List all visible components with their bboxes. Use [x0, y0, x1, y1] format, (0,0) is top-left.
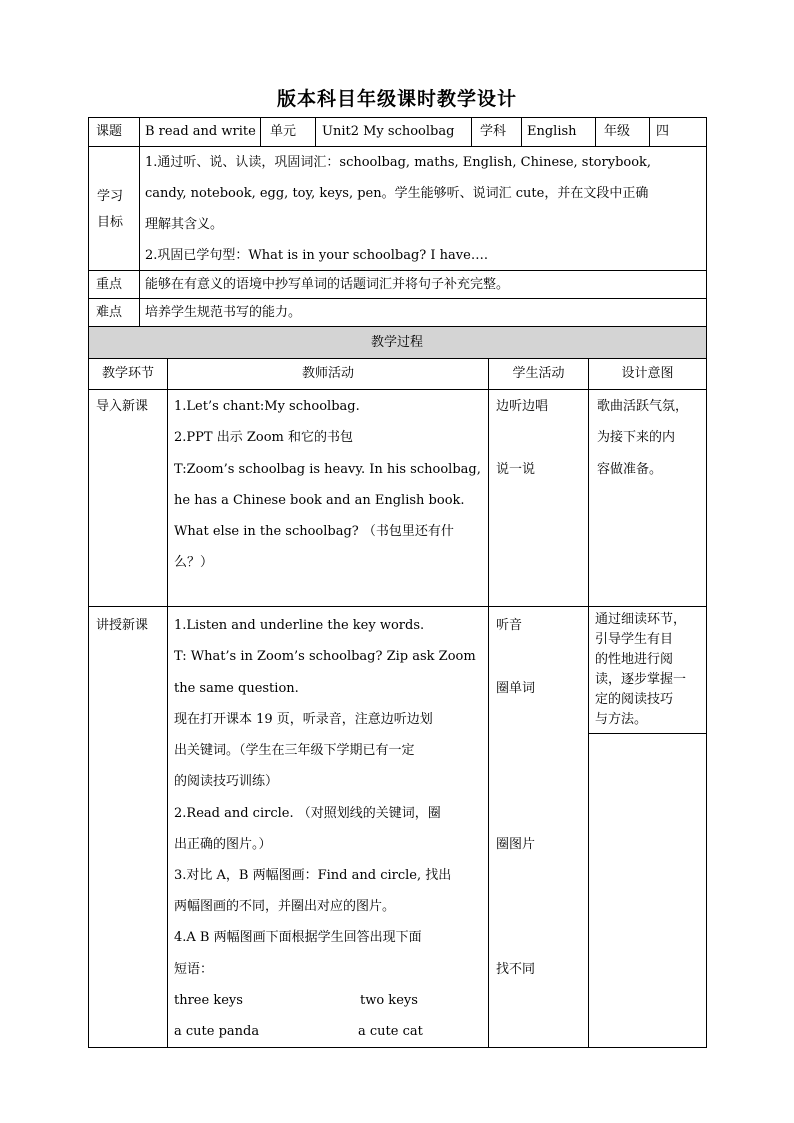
section-1-intent-cell: [588, 389, 707, 607]
section-2-teacher-line: 现在打开课本 19 页，听录音，注意边听边划: [174, 712, 433, 727]
objectives-label-cell: [88, 146, 140, 271]
section-2-intent-line: 读，逐步掌握一: [595, 672, 687, 687]
section-1-teacher-line: What else in the schoolbag? （书包里还有什: [174, 524, 454, 539]
section-1-student-1: 边听边唱: [496, 399, 549, 414]
phrase-three-keys: three keys: [174, 993, 243, 1008]
section-2-stage-cell: [88, 606, 168, 1048]
subject-label: 学科: [480, 124, 507, 139]
col-stage-header: 教学环节: [101, 366, 154, 381]
section-2-teacher-line: 3.对比 A，B 两幅图画：Find and circle, 找出: [174, 868, 452, 883]
section-2-teacher-line: 两幅图画的不同，并圈出对应的图片。: [174, 899, 396, 914]
col-teacher-header: 教师活动: [301, 366, 354, 381]
difficulty-label: 难点: [96, 305, 123, 320]
section-2-teacher-line: the same question.: [174, 681, 299, 696]
section-1-intent-line: 为接下来的内: [597, 430, 676, 445]
section-2-intent-line: 的性地进行阅: [595, 652, 674, 667]
unit-label: 单元: [270, 124, 297, 139]
objectives-line-1: 1.通过听、说、认读，巩固词汇：schoolbag, maths, English, Chinese, storybook,: [145, 155, 652, 170]
section-1-teacher-line: 1.Let’s chant:My schoolbag.: [174, 399, 360, 414]
section-2-intent-line: 与方法。: [595, 712, 648, 727]
objectives-line-2: candy, notebook, egg, toy, keys, pen。学生能够听、说词汇 cute，并在文段中正确: [145, 186, 649, 201]
section-2-student-2: 圈单词: [496, 681, 536, 696]
objectives-line-4: 2.巩固已学句型：What is in your schoolbag? I have….: [145, 248, 488, 263]
objectives-line-3: 理解其含义。: [145, 217, 224, 232]
grade-label: 年级: [604, 124, 631, 139]
objectives-label-1: 学习: [97, 189, 124, 204]
key-point-text: 能够在有意义的语境中抄写单词的话题词汇并将句子补充完整。: [145, 277, 510, 292]
col-student-header: 学生活动: [512, 366, 565, 381]
section-1-teacher-line: T:Zoom’s schoolbag is heavy. In his schoolbag,: [174, 462, 481, 477]
section-1-student-2: 说一说: [496, 462, 536, 477]
section-2-intent-line: 引导学生有目: [595, 632, 674, 647]
subject-value: English: [527, 124, 577, 139]
objectives-label-2: 目标: [97, 215, 124, 230]
section-1-teacher-line: 么？）: [174, 555, 214, 570]
section-2-teacher-line: 4.A B 两幅图画下面根据学生回答出现下面: [174, 930, 422, 945]
section-1-intent-line: 歌曲活跃气氛，: [597, 399, 689, 414]
page-title: 版本科目年级课时教学设计: [276, 88, 517, 110]
section-2-student-3: 圈图片: [496, 837, 536, 852]
section-1-intent-line: 容做准备。: [597, 462, 663, 477]
section-2-teacher-line: T: What’s in Zoom’s schoolbag? Zip ask Zoom: [174, 649, 476, 664]
section-2-teacher-line: 出正确的图片。）: [174, 837, 272, 852]
topic-label: 课题: [96, 124, 123, 139]
key-point-label: 重点: [96, 277, 123, 292]
difficulty-text: 培养学生规范书写的能力。: [145, 305, 302, 320]
section-2-student-cell: [488, 606, 589, 1048]
section-1-teacher-line: 2.PPT 出示 Zoom 和它的书包: [174, 430, 353, 445]
section-2-student-4: 找不同: [496, 962, 536, 977]
grade-value: 四: [656, 124, 670, 139]
section-2-intent-line: 定的阅读技巧: [595, 692, 674, 707]
process-header: 教学过程: [370, 335, 423, 350]
section-2-teacher-line: 出关键词。（学生在三年级下学期已有一定: [174, 743, 415, 758]
section-1-teacher-line: he has a Chinese book and an English book.: [174, 493, 465, 508]
unit-value: Unit2 My schoolbag: [322, 124, 455, 139]
section-2-teacher-line: 短语：: [174, 962, 214, 977]
phrase-two-keys: two keys: [360, 993, 418, 1008]
section-1-student-cell: [488, 389, 589, 607]
section-2-teacher-cell: [167, 606, 489, 1048]
col-intent-header: 设计意图: [621, 366, 674, 381]
section-2-student-1: 听音: [496, 618, 523, 633]
phrase-cute-panda: a cute panda: [174, 1024, 260, 1039]
section-1-stage-cell: [88, 389, 168, 607]
section-1-stage: 导入新课: [96, 399, 149, 414]
section-2-teacher-line: 1.Listen and underline the key words.: [174, 618, 425, 633]
section-2-stage: 讲授新课: [96, 618, 149, 633]
section-2-intent-line: 通过细读环节，: [595, 612, 687, 627]
phrase-cute-cat: a cute cat: [358, 1024, 423, 1039]
topic-value: B read and write: [145, 124, 256, 139]
section-2-teacher-line: 的阅读技巧训练）: [174, 774, 279, 789]
section-2-teacher-line: 2.Read and circle. （对照划线的关键词，圈: [174, 806, 441, 821]
